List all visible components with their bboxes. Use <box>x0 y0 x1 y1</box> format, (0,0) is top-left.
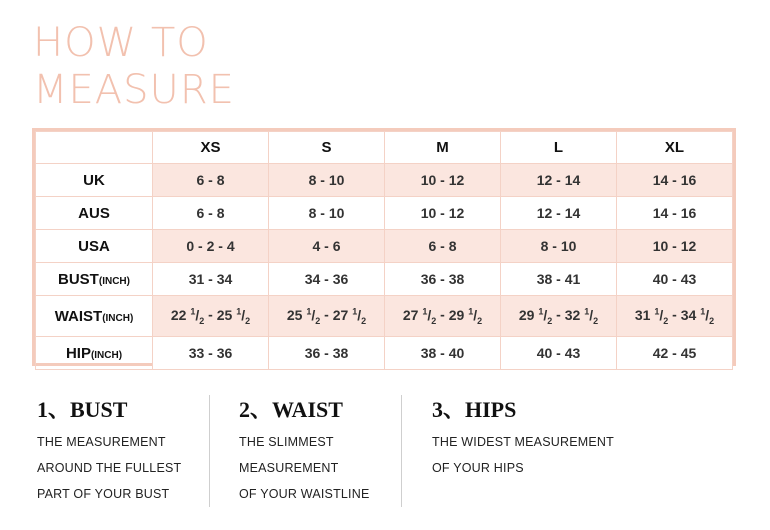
cell: 36 - 38 <box>385 263 501 296</box>
cell: 25 $^1/_2 - 27$ $^1/_2$ <box>269 296 385 337</box>
cell: 38 - 41 <box>501 263 617 296</box>
cell: 27 $^1/_2 - 29$ $^1/_2$ <box>385 296 501 337</box>
header-m: M <box>385 132 501 164</box>
cell: 8 - 10 <box>269 164 385 197</box>
section-line: THE SLIMMEST <box>239 435 334 449</box>
section-divider <box>209 395 210 507</box>
cell: 10 - 12 <box>617 230 733 263</box>
row-label: WAIST(INCH) <box>36 296 153 337</box>
section-bust <box>37 395 202 507</box>
title-line-2: MEASURE <box>33 67 235 113</box>
mixed-number: 29 $^1/_2$ <box>518 306 553 326</box>
row-label: UK <box>36 164 153 197</box>
section-heading: 3、HIPS <box>432 397 517 422</box>
header-xl: XL <box>617 132 733 164</box>
section-line: OF YOUR WAISTLINE <box>239 487 370 501</box>
title-line-1: HOW TO <box>33 20 209 66</box>
cell: 6 - 8 <box>153 197 269 230</box>
row-bust <box>36 263 733 296</box>
page-title <box>33 20 235 114</box>
size-chart <box>32 128 736 366</box>
cell: 40 - 43 <box>501 337 617 370</box>
section-waist <box>239 395 399 507</box>
cell: 8 - 10 <box>269 197 385 230</box>
cell: 29 $^1/_2 - 32$ $^1/_2$ <box>501 296 617 337</box>
mixed-number: 34 $^1/_2$ <box>680 306 715 326</box>
cell: 0 - 2 - 4 <box>153 230 269 263</box>
cell: 36 - 38 <box>269 337 385 370</box>
cell: 14 - 16 <box>617 197 733 230</box>
mixed-number: 27 $^1/_2$ <box>402 306 437 326</box>
mixed-number: 25 $^1/_2$ <box>286 306 321 326</box>
cell: 4 - 6 <box>269 230 385 263</box>
header-s: S <box>269 132 385 164</box>
cell: 6 - 8 <box>153 164 269 197</box>
mixed-number: 31 $^1/_2$ <box>634 306 669 326</box>
header-xs: XS <box>153 132 269 164</box>
section-heading: 1、BUST <box>37 397 128 422</box>
mixed-number: 32 $^1/_2$ <box>564 306 599 326</box>
cell: 31 $^1/_2 - 34$ $^1/_2$ <box>617 296 733 337</box>
section-line: AROUND THE FULLEST <box>37 461 182 475</box>
cell: 14 - 16 <box>617 164 733 197</box>
section-line: THE WIDEST MEASUREMENT <box>432 435 614 449</box>
row-label: HIP(INCH) <box>36 337 153 370</box>
mixed-number: 25 $^1/_2$ <box>216 306 251 326</box>
size-table <box>35 131 733 370</box>
cell: 42 - 45 <box>617 337 733 370</box>
header-l: L <box>501 132 617 164</box>
row-hip <box>36 337 733 370</box>
section-line: PART OF YOUR BUST <box>37 487 170 501</box>
cell: 34 - 36 <box>269 263 385 296</box>
row-uk <box>36 164 733 197</box>
cell: 12 - 14 <box>501 164 617 197</box>
row-waist <box>36 296 733 337</box>
header-empty <box>36 132 153 164</box>
row-aus <box>36 197 733 230</box>
cell: 31 - 34 <box>153 263 269 296</box>
cell: 38 - 40 <box>385 337 501 370</box>
section-divider <box>401 395 402 507</box>
row-label: AUS <box>36 197 153 230</box>
mixed-number: 27 $^1/_2$ <box>332 306 367 326</box>
section-line: OF YOUR HIPS <box>432 461 524 475</box>
cell: 40 - 43 <box>617 263 733 296</box>
cell: 8 - 10 <box>501 230 617 263</box>
cell: 10 - 12 <box>385 164 501 197</box>
mixed-number: 29 $^1/_2$ <box>448 306 483 326</box>
cell: 12 - 14 <box>501 197 617 230</box>
row-label: USA <box>36 230 153 263</box>
mixed-number: 22 $^1/_2$ <box>170 306 205 326</box>
cell: 6 - 8 <box>385 230 501 263</box>
row-usa <box>36 230 733 263</box>
row-label: BUST(INCH) <box>36 263 153 296</box>
cell: 33 - 36 <box>153 337 269 370</box>
section-hips <box>432 395 652 507</box>
cell: 10 - 12 <box>385 197 501 230</box>
section-line: MEASUREMENT <box>239 461 339 475</box>
section-line: THE MEASUREMENT <box>37 435 166 449</box>
header-row <box>36 132 733 164</box>
cell: 22 $^1/_2 - 25$ $^1/_2$ <box>153 296 269 337</box>
section-heading: 2、WAIST <box>239 397 343 422</box>
